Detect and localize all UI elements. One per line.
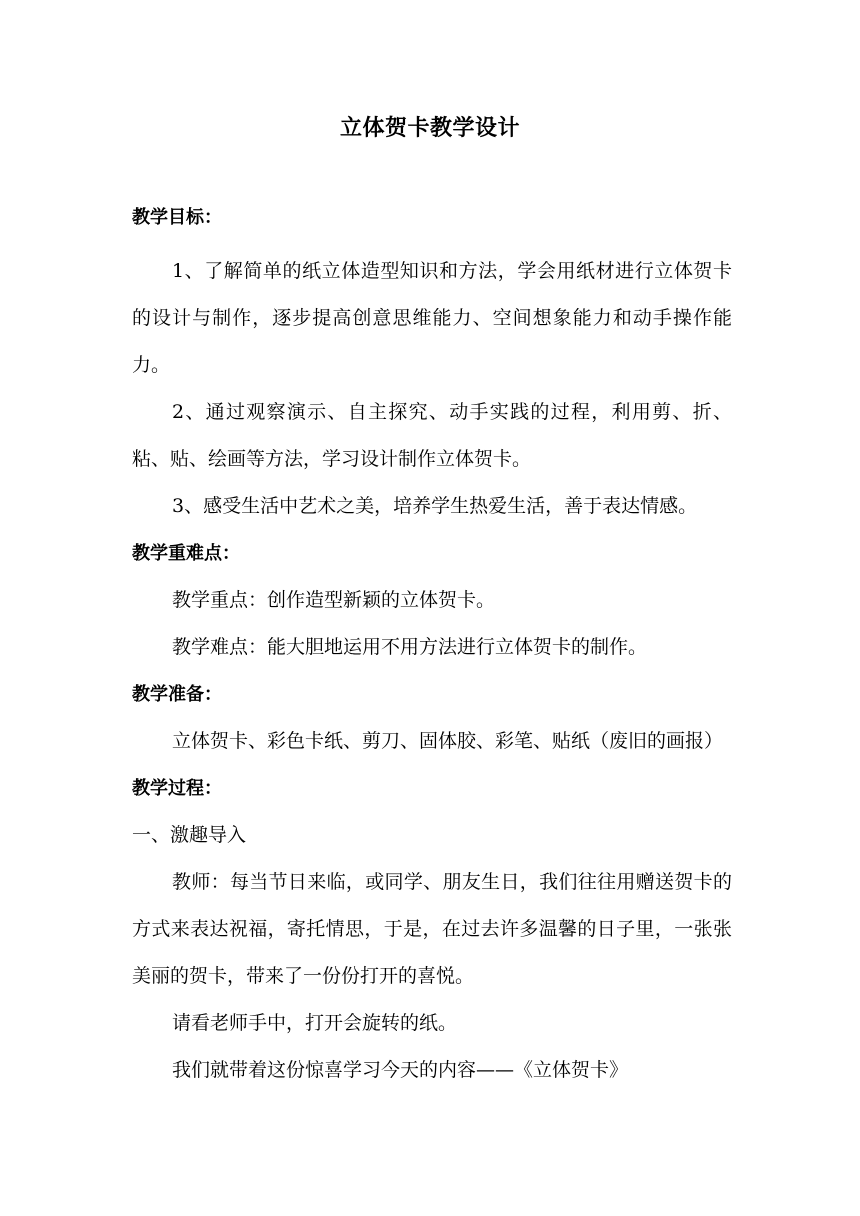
key-point-item-2: 教学难点：能大胆地运用不用方法进行立体贺卡的制作。 bbox=[172, 636, 648, 658]
key-points-heading: 教学重难点： bbox=[132, 543, 240, 564]
preparation-heading: 教学准备： bbox=[132, 684, 222, 705]
process-item-3: 我们就带着这份惊喜学习今天的内容——《立体贺卡》 bbox=[172, 1059, 629, 1081]
key-point-item-1: 教学重点：创作造型新颖的立体贺卡。 bbox=[172, 589, 496, 611]
preparation-item-1: 立体贺卡、彩色卡纸、剪刀、固体胶、彩笔、贴纸（废旧的画报） bbox=[172, 730, 724, 752]
process-item-2: 请看老师手中，打开会旋转的纸。 bbox=[172, 1012, 458, 1034]
goal-item-3: 3、感受生活中艺术之美，培养学生热爱生活，善于表达情感。 bbox=[172, 495, 698, 517]
goal-item-1: 1、了解简单的纸立体造型知识和方法，学会用纸材进行立体贺卡的设计与制作，逐步提高创意思维能力、空间想象能力和动手操作能力。 bbox=[132, 260, 732, 376]
process-heading: 教学过程： bbox=[132, 778, 222, 799]
document-body bbox=[132, 199, 732, 1094]
goal-item-2: 2、通过观察演示、自主探究、动手实践的过程，利用剪、折、粘、贴、绘画等方法，学习设计制作立体贺卡。 bbox=[132, 401, 732, 470]
process-item-1: 教师：每当节日来临，或同学、朋友生日，我们往往用赠送贺卡的方式来表达祝福，寄托情思，于是，在过去许多温馨的日子里，一张张美丽的贺卡，带来了一份份打开的喜悦。 bbox=[132, 871, 732, 987]
process-subheading: 一、激趣导入 bbox=[132, 824, 247, 846]
document-title: 立体贺卡教学设计 bbox=[339, 116, 520, 141]
goals-heading: 教学目标： bbox=[132, 207, 222, 228]
